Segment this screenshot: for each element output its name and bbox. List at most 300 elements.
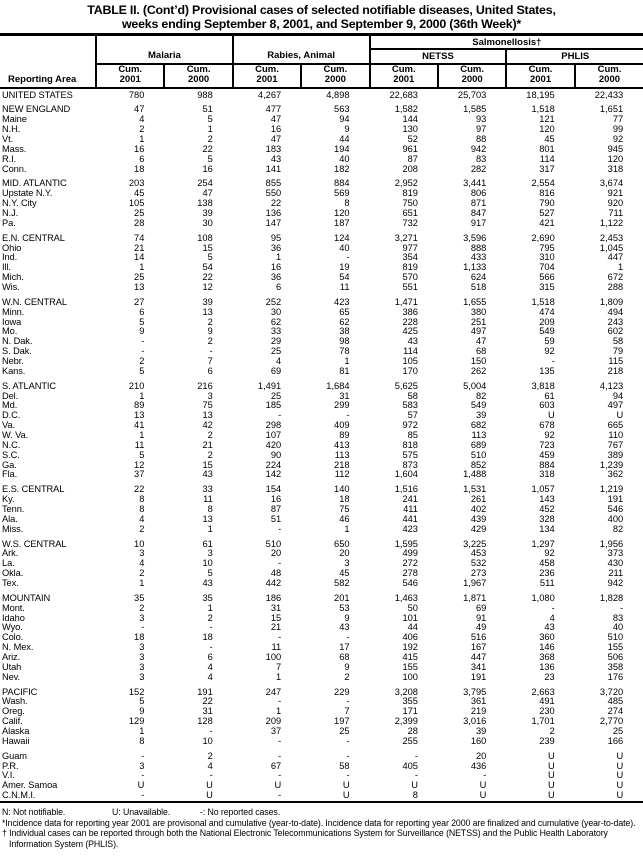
value-cell: 10	[202, 558, 213, 569]
value-cell: 20	[270, 548, 282, 559]
value-cell: 101	[402, 612, 418, 623]
area-cell: Wash.	[2, 696, 28, 707]
value-cell: 1	[139, 577, 145, 588]
table-row	[0, 283, 643, 293]
value-cell: 105	[128, 198, 145, 209]
value-cell: 2	[139, 602, 145, 613]
value-cell: 5	[139, 696, 145, 707]
value-cell: 5	[207, 568, 213, 579]
column-group-phlis: PHLIS	[506, 49, 643, 64]
value-cell: 229	[334, 686, 350, 697]
value-cell: 166	[607, 735, 624, 746]
value-cell: 44	[339, 133, 350, 144]
value-cell: -	[141, 770, 145, 781]
value-cell: 40	[339, 153, 350, 164]
area-cell: R.I.	[2, 153, 17, 164]
value-cell: 884	[334, 178, 350, 189]
value-cell: 31	[202, 706, 213, 717]
value-cell: 459	[539, 449, 555, 460]
value-cell: 1,956	[599, 538, 624, 549]
value-cell: 94	[339, 114, 350, 125]
area-cell: C.N.M.I.	[2, 790, 36, 801]
value-cell: 354	[402, 252, 418, 263]
area-cell: Mass.	[2, 143, 27, 154]
area-cell: MID. ATLANTIC	[2, 178, 67, 189]
value-cell: 28	[134, 217, 145, 228]
value-cell: 527	[539, 207, 555, 218]
value-cell: 3,596	[463, 232, 487, 243]
area-cell: S.C.	[2, 449, 20, 460]
area-cell: Mich.	[2, 272, 24, 283]
value-cell: 113	[471, 429, 487, 440]
area-cell: Mont.	[2, 602, 25, 613]
value-cell: 45	[134, 188, 145, 199]
value-cell: 9	[344, 661, 350, 672]
value-cell: 8	[139, 494, 145, 505]
value-cell: 3,674	[599, 178, 624, 189]
value-cell: U	[616, 780, 624, 791]
value-cell: 5	[207, 252, 213, 263]
value-cell: 9	[207, 326, 213, 337]
value-cell: 114	[403, 346, 418, 357]
area-cell: Md.	[2, 400, 18, 411]
area-cell: Maine	[2, 114, 27, 125]
value-cell: 91	[476, 612, 487, 623]
value-cell: 51	[270, 513, 282, 524]
area-cell: D.C.	[2, 410, 21, 421]
value-cell: 191	[197, 686, 213, 697]
value-cell: 98	[339, 336, 350, 347]
value-cell: 2	[139, 568, 145, 579]
value-cell: 22	[202, 696, 213, 707]
value-cell: 497	[470, 326, 487, 337]
value-cell: 2	[207, 429, 213, 440]
value-cell: 847	[470, 207, 487, 218]
value-cell: 767	[607, 439, 624, 450]
value-cell: 25	[270, 346, 282, 357]
value-cell: 252	[265, 296, 282, 307]
value-cell: -	[346, 696, 350, 707]
table-row	[0, 525, 643, 535]
value-cell: 36	[270, 272, 282, 283]
area-cell: UNITED STATES	[2, 89, 73, 100]
value-cell: 143	[539, 494, 555, 505]
value-cell: 9	[344, 124, 350, 135]
value-cell: 13	[202, 513, 213, 524]
value-cell: 94	[612, 390, 624, 401]
value-cell: U	[342, 780, 350, 791]
value-cell: 74	[134, 232, 145, 243]
col-header-rabies-2001: Cum. 2001	[233, 64, 301, 88]
value-cell: 1	[139, 429, 145, 440]
value-cell: -	[278, 750, 282, 761]
area-cell: Calif.	[2, 716, 23, 727]
value-cell: 47	[476, 336, 487, 347]
value-cell: 40	[339, 242, 350, 253]
value-cell: 3,271	[394, 232, 418, 243]
area-cell: Mo.	[2, 326, 18, 337]
value-cell: 1	[276, 252, 282, 263]
value-cell: -	[346, 770, 350, 781]
area-cell: N. Mex.	[2, 642, 34, 653]
value-cell: 921	[607, 188, 624, 199]
value-cell: 2	[207, 750, 213, 761]
value-cell: 624	[470, 272, 487, 283]
value-cell: 274	[607, 706, 624, 717]
value-cell: 282	[470, 163, 487, 174]
value-cell: 7	[207, 355, 213, 366]
value-cell: 518	[470, 281, 487, 292]
value-cell: 230	[539, 706, 555, 717]
value-cell: -	[278, 410, 282, 421]
value-cell: 47	[202, 188, 213, 199]
area-cell: W.N. CENTRAL	[2, 296, 67, 307]
area-cell: Okla.	[2, 568, 24, 579]
value-cell: 167	[470, 642, 487, 653]
value-cell: 1,133	[463, 262, 487, 273]
area-cell: Iowa	[2, 316, 22, 327]
value-cell: 420	[265, 439, 282, 450]
value-cell: 218	[334, 459, 350, 470]
value-cell: 549	[470, 400, 487, 411]
value-cell: 54	[202, 262, 213, 273]
value-cell: 6	[139, 153, 145, 164]
value-cell: 89	[339, 429, 350, 440]
value-cell: U	[206, 780, 213, 791]
col-header-phlis-2001: Cum. 2001	[506, 64, 574, 88]
value-cell: 49	[476, 622, 487, 633]
value-cell: 12	[202, 281, 213, 292]
value-cell: 247	[265, 686, 282, 697]
value-cell: 288	[607, 281, 624, 292]
value-cell: 42	[202, 420, 213, 431]
value-cell: 44	[407, 622, 418, 633]
value-cell: 47	[134, 104, 145, 115]
value-cell: 241	[402, 494, 418, 505]
value-cell: 7	[344, 706, 350, 717]
value-cell: 45	[339, 568, 350, 579]
area-cell: Ill.	[2, 262, 11, 273]
value-cell: 29	[270, 336, 282, 347]
area-cell: MOUNTAIN	[2, 592, 51, 603]
value-cell: 18	[202, 632, 213, 643]
value-cell: 216	[197, 380, 213, 391]
value-cell: 9	[139, 326, 145, 337]
value-cell: 362	[607, 469, 624, 480]
value-cell: 1	[207, 602, 213, 613]
value-cell: 818	[402, 439, 418, 450]
value-cell: -	[141, 336, 145, 347]
value-cell: -	[414, 770, 418, 781]
value-cell: U	[479, 790, 487, 801]
value-cell: 54	[339, 272, 350, 283]
value-cell: 18	[134, 632, 145, 643]
value-cell: 425	[402, 326, 418, 337]
value-cell: 87	[270, 503, 282, 514]
value-cell: 25	[134, 272, 145, 283]
value-cell: 3	[139, 661, 145, 672]
table-row	[0, 367, 643, 377]
value-cell: 452	[539, 503, 555, 514]
table-header	[0, 35, 643, 88]
table-title-line1: TABLE II. (Cont’d) Provisional cases of selected notifiable diseases, United States,	[87, 3, 556, 17]
value-cell: 115	[608, 355, 624, 366]
value-cell: 147	[265, 217, 282, 228]
value-cell: 436	[470, 760, 487, 771]
value-cell: 22,683	[389, 89, 418, 100]
value-cell: 546	[607, 503, 624, 514]
value-cell: 2	[549, 725, 555, 736]
value-cell: 5,625	[394, 380, 418, 391]
value-cell: U	[548, 760, 555, 771]
value-cell: 211	[608, 568, 624, 579]
value-cell: U	[548, 770, 555, 781]
area-cell: Ala.	[2, 513, 18, 524]
value-cell: 37	[270, 725, 282, 736]
value-cell: 550	[265, 188, 282, 199]
value-cell: 9	[344, 612, 350, 623]
value-cell: 1,967	[463, 577, 487, 588]
value-cell: 142	[265, 469, 282, 480]
value-cell: 65	[339, 306, 350, 317]
value-cell: 105	[402, 355, 418, 366]
value-cell: 176	[607, 671, 624, 682]
header-row-groups	[0, 49, 643, 64]
value-cell: 358	[607, 661, 624, 672]
value-cell: 108	[197, 232, 213, 243]
value-cell: 14	[134, 252, 145, 263]
value-cell: 569	[334, 188, 350, 199]
value-cell: 77	[612, 114, 624, 125]
value-cell: 406	[402, 632, 418, 643]
value-cell: 977	[402, 242, 418, 253]
value-cell: 678	[539, 420, 555, 431]
value-cell: 154	[265, 484, 282, 495]
table-row	[0, 737, 643, 747]
value-cell: 27	[134, 296, 145, 307]
value-cell: -	[278, 770, 282, 781]
table-row	[0, 717, 643, 727]
value-cell: 429	[470, 523, 487, 534]
value-cell: 201	[334, 592, 350, 603]
value-cell: 386	[402, 306, 418, 317]
value-cell: 218	[607, 365, 624, 376]
value-cell: 1,239	[599, 459, 624, 470]
value-cell: 99	[612, 124, 624, 135]
value-cell: 413	[334, 439, 350, 450]
value-cell: 415	[402, 651, 418, 662]
value-cell: U	[616, 410, 624, 421]
value-cell: 130	[402, 124, 418, 135]
value-cell: 155	[607, 642, 624, 653]
value-cell: 9	[139, 706, 145, 717]
value-cell: 15	[202, 459, 213, 470]
value-cell: 22	[134, 484, 145, 495]
value-cell: 732	[402, 217, 418, 228]
value-cell: 1,122	[599, 217, 624, 228]
value-cell: 43	[544, 622, 555, 633]
value-cell: 209	[539, 316, 555, 327]
value-cell: 67	[270, 760, 282, 771]
value-cell: 2	[207, 612, 213, 623]
value-cell: 120	[539, 124, 555, 135]
value-cell: 251	[470, 316, 487, 327]
value-cell: 43	[270, 153, 282, 164]
value-cell: U	[479, 780, 487, 791]
value-cell: 651	[402, 207, 418, 218]
value-cell: 138	[197, 198, 213, 209]
value-cell: 3,818	[531, 380, 555, 391]
value-cell: 185	[265, 400, 282, 411]
value-cell: 711	[608, 207, 624, 218]
value-cell: 583	[402, 400, 418, 411]
value-cell: 672	[607, 272, 624, 283]
table-row	[0, 579, 643, 589]
value-cell: 134	[539, 523, 555, 534]
value-cell: 447	[470, 651, 487, 662]
area-cell: Guam	[2, 750, 27, 761]
value-cell: 2,663	[531, 686, 555, 697]
value-cell: -	[278, 735, 282, 746]
area-cell: Va.	[2, 420, 15, 431]
value-cell: 510	[470, 449, 487, 460]
value-cell: 5,004	[463, 380, 487, 391]
table-row	[0, 791, 643, 802]
value-cell: 15	[202, 242, 213, 253]
value-cell: -	[551, 355, 555, 366]
value-cell: 92	[544, 346, 555, 357]
value-cell: 575	[402, 449, 418, 460]
value-cell: 121	[539, 114, 555, 125]
area-cell: Conn.	[2, 163, 27, 174]
area-cell: Minn.	[2, 306, 25, 317]
value-cell: 97	[476, 124, 487, 135]
col-header-rabies-2000: Cum. 2000	[301, 64, 369, 88]
value-cell: 89	[134, 400, 145, 411]
value-cell: 47	[270, 114, 282, 125]
value-cell: 272	[402, 558, 418, 569]
value-cell: 4	[207, 671, 213, 682]
value-cell: 917	[470, 217, 487, 228]
value-cell: -	[278, 696, 282, 707]
value-cell: 510	[607, 632, 624, 643]
value-cell: 39	[202, 207, 213, 218]
area-cell: Ohio	[2, 242, 22, 253]
value-cell: 114	[539, 153, 555, 164]
value-cell: 4	[139, 558, 145, 569]
value-cell: 192	[402, 642, 418, 653]
value-cell: 682	[470, 420, 487, 431]
value-cell: 1,297	[531, 538, 555, 549]
value-cell: 22	[270, 198, 282, 209]
value-cell: 88	[476, 133, 487, 144]
value-cell: 35	[134, 592, 145, 603]
value-cell: 146	[539, 642, 555, 653]
value-cell: 254	[197, 178, 213, 189]
value-cell: 1,582	[394, 104, 418, 115]
area-cell: Colo.	[2, 632, 24, 643]
value-cell: 1	[344, 523, 350, 534]
value-cell: 566	[539, 272, 555, 283]
value-cell: 239	[539, 735, 555, 746]
value-cell: 570	[402, 272, 418, 283]
value-cell: 22	[202, 143, 213, 154]
value-cell: 497	[607, 400, 624, 411]
value-cell: 361	[470, 696, 487, 707]
value-cell: U	[616, 790, 624, 801]
value-cell: 506	[607, 651, 624, 662]
value-cell: 58	[407, 390, 418, 401]
value-cell: 23	[544, 671, 555, 682]
value-cell: 510	[265, 538, 282, 549]
value-cell: 405	[402, 760, 418, 771]
value-cell: 549	[539, 326, 555, 337]
value-cell: 4,267	[257, 89, 282, 100]
value-cell: 389	[607, 449, 624, 460]
value-cell: 51	[202, 104, 213, 115]
column-group-salmonellosis: Salmonellosis†	[370, 35, 643, 49]
value-cell: 920	[607, 198, 624, 209]
value-cell: -	[141, 346, 145, 357]
value-cell: 90	[270, 449, 282, 460]
value-cell: 37	[134, 469, 145, 480]
value-cell: 2,554	[531, 178, 555, 189]
value-cell: 3	[139, 671, 145, 682]
table-row	[0, 219, 643, 229]
value-cell: 447	[607, 252, 624, 263]
table-row	[0, 752, 643, 762]
value-cell: 2,952	[394, 178, 418, 189]
area-cell: W.S. CENTRAL	[2, 538, 67, 549]
value-cell: 224	[265, 459, 282, 470]
value-cell: 47	[270, 133, 282, 144]
value-cell: 68	[339, 651, 350, 662]
value-cell: 855	[265, 178, 282, 189]
table-row	[0, 673, 643, 683]
value-cell: 2	[344, 671, 350, 682]
legend-unavailable: U: Unavailable.	[112, 806, 171, 817]
value-cell: 8	[139, 503, 145, 514]
value-cell: 819	[402, 262, 418, 273]
value-cell: 79	[612, 346, 624, 357]
value-cell: 1,471	[394, 296, 418, 307]
value-cell: 1	[344, 355, 350, 366]
column-group-rabies-animal: Rabies, Animal	[233, 49, 370, 64]
value-cell: 315	[539, 281, 555, 292]
table-row	[0, 604, 643, 614]
value-cell: 57	[407, 410, 418, 421]
area-cell: Utah	[2, 661, 22, 672]
value-cell: 650	[334, 538, 350, 549]
value-cell: 6	[207, 365, 213, 376]
value-cell: 15	[270, 612, 282, 623]
value-cell: 1	[276, 706, 282, 717]
col-header-malaria-2001: Cum. 2001	[96, 64, 164, 88]
value-cell: 423	[402, 523, 418, 534]
value-cell: 318	[607, 163, 624, 174]
value-cell: 1,655	[463, 296, 487, 307]
value-cell: 439	[470, 513, 487, 524]
value-cell: 1,531	[463, 484, 487, 495]
area-cell: Nebr.	[2, 355, 24, 366]
table-row	[0, 88, 643, 101]
value-cell: 150	[470, 355, 487, 366]
value-cell: 278	[402, 568, 418, 579]
value-cell: 5	[207, 114, 213, 125]
value-cell: 100	[265, 651, 282, 662]
value-cell: 140	[334, 484, 350, 495]
value-cell: 120	[607, 153, 624, 164]
